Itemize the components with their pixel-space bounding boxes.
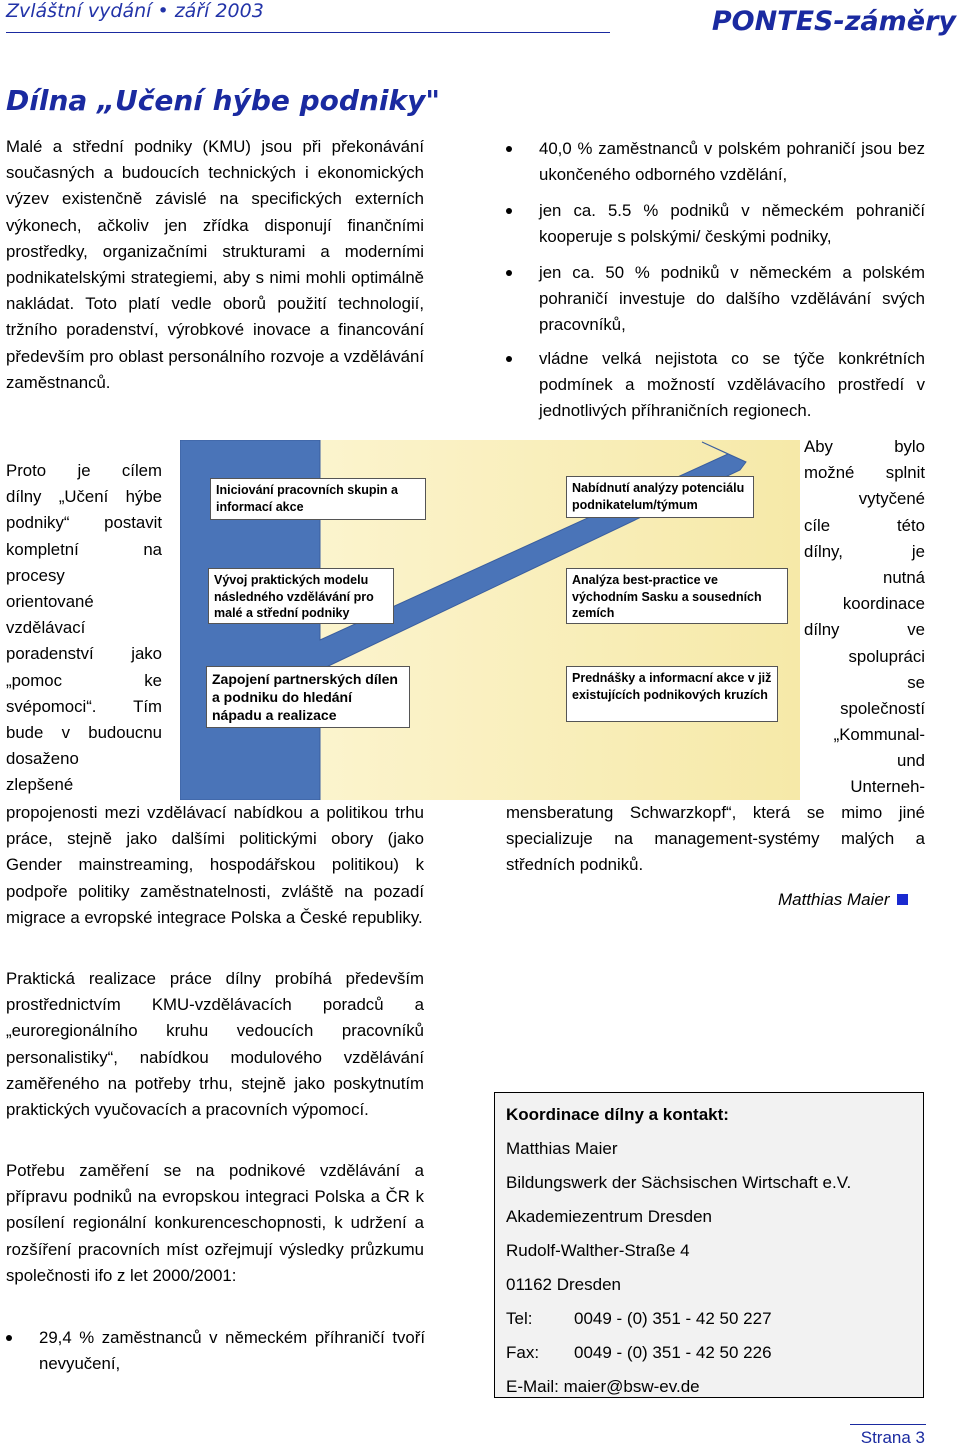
text-line: vzdělávací: [6, 618, 86, 638]
text-line: společností: [840, 698, 925, 718]
text-line: cíle této: [804, 515, 925, 535]
contact-street: Rudolf-Walther-Straße 4: [506, 1241, 690, 1260]
text-line: procesy: [6, 565, 65, 585]
contact-city: 01162 Dresden: [506, 1275, 621, 1294]
text-line: dílny ve: [804, 620, 925, 640]
contact-place: Akademiezentrum Dresden: [506, 1207, 712, 1226]
text-line: dosaženo: [6, 749, 79, 769]
diagram-box-model-development: Vývoj praktických modelu následného vzdělávání pro malé a střední podniky: [208, 568, 394, 624]
author-name: Matthias Maier: [778, 890, 890, 909]
text-line: Proto je cílem: [6, 461, 162, 480]
publication-title: PONTES-záměry: [711, 6, 956, 37]
contact-phone-row: [506, 1302, 912, 1336]
paragraph-coordination-narrow: [804, 434, 925, 801]
text-line: nutná: [883, 567, 925, 587]
text-line: možné splnit: [804, 463, 925, 483]
contact-email[interactable]: E-Mail: maier@bsw-ev.de: [506, 1377, 700, 1396]
text-line: vytyčené: [858, 489, 925, 509]
text-line: dílny, je: [804, 541, 925, 561]
text-line: und: [897, 751, 925, 771]
contact-fax-row: [506, 1336, 912, 1370]
text-line: „pomoc ke: [6, 670, 162, 690]
diagram-box-partner-involvement: Zapojení partnerských dílen a podniku do hledání nápadu a realizace: [206, 666, 410, 728]
diagram-box-initiation: Iniciování pracovních skupin a informací akce: [210, 478, 426, 520]
paragraph-goal-continued: propojenosti mezi vzdělávací nabídkou a politikou trhu práce, stejně jako dalšími politickými obory (jako Gender mainstreaming, hospodářskou politikou) k podpoře politiky zaměstnatelnosti, zvláště na pozadí migrace a evropské integrace Polska a České republiky.: [6, 803, 424, 927]
text-line: bude v budoucnu: [6, 722, 162, 742]
survey-bullet-item: [539, 346, 925, 425]
text-line: kompletní na: [6, 539, 162, 559]
paragraph-coordination-continued: mensberatung Schwarzkopf“, která se mimo jiné specializuje na management-systémy malých a středních podniků.: [506, 803, 925, 875]
phone-number: 0049 - (0) 351 - 42 50 227: [574, 1309, 772, 1328]
bullet-dot-icon: [506, 146, 512, 152]
paragraph-goal-narrow: [6, 458, 162, 798]
paragraph-realization: Praktická realizace práce dílny probíhá především prostřednictvím KMU-vzdělávacích poradců a „euroregionálního kruhu vedoucích pracovníků personalistiky“, nabídkou modulového vzdělávání zaměřeného na potřeby trhu, stejně jako poskytnutím praktických vyučovacích a pracovních výpomocí.: [6, 969, 424, 1120]
process-diagram: [180, 440, 800, 800]
paragraph-intro: Malé a střední podniky (KMU) jsou při překonávání současných a budoucích technických i ekonomických výzev existenčně závislé na specifických externích výkonech, ačkoliv jen zřídka disponují finančními prostředky, organizačními strukturami a moderními podnikatelskými strategiemi, aby s nimi mohli optimálně nakládat. Toto platí vedle oborů použití technologií, tržního poradenství, výrobkové inovace a financování především pro oblast personálního rozvoje a vzdělávání zaměstnanců.: [6, 137, 424, 392]
article-title: Dílna „Učení hýbe podniky": [6, 84, 440, 117]
bullet-item: [39, 1325, 425, 1377]
bullet-text: 40,0 % zaměstnanců v polském pohraničí jsou bez ukončeného odborného vzdělání,: [539, 139, 925, 185]
diagram-box-potential-analysis: Nabídnutí analýzy potenciálu podnikatelum/týmum: [566, 476, 754, 518]
text-line: poradenství jako: [6, 644, 162, 664]
bullet-dot-icon: [6, 1335, 12, 1341]
contact-name: Matthias Maier: [506, 1139, 618, 1158]
contact-organization: Bildungswerk der Sächsischen Wirtschaft e.V.: [506, 1173, 852, 1192]
contact-box: [494, 1092, 924, 1398]
diagram-box-best-practice: Analýza best-practice ve východním Sasku a sousedních zemích: [566, 568, 788, 624]
paragraph-survey: Potřebu zaměření se na podnikové vzdělávání a přípravu podniků na evropskou integraci Polska a ČR k posílení regionální konkurenceschopnosti, k udržení a rozšíření pracovních míst ozřejmují výsledky průzkumu společnosti ifo z let 2000/2001:: [6, 1161, 424, 1285]
text-line: spolupráci: [848, 646, 925, 666]
bullet-text: 29,4 % zaměstnanců v německém příhraničí tvoří nevyučení,: [39, 1328, 425, 1374]
text-line: zlepšené: [6, 775, 74, 795]
contact-heading: Koordinace dílny a kontakt:: [506, 1105, 729, 1124]
bullet-text: jen ca. 5.5 % podniků v německém pohraničí kooperuje s polskými/ českými podniky,: [539, 201, 925, 247]
text-line: dílny „Učení hýbe: [6, 487, 162, 507]
text-line: Aby bylo: [804, 437, 925, 456]
footer-rule: [850, 1424, 926, 1425]
end-mark-icon: [897, 894, 908, 905]
text-line: se: [907, 672, 925, 692]
bullet-dot-icon: [506, 270, 512, 276]
bullet-text: vládne velká nejistota co se týče konkrétních podmínek a možností vzdělávacího prostředí v jednotlivých příhraničních regionech.: [539, 349, 925, 421]
header-rule: [6, 32, 610, 33]
fax-label: Fax:: [506, 1343, 540, 1362]
bullet-text: jen ca. 50 % podniků v německém a polském pohraničí investuje do dalšího vzdělávání svých pracovníků,: [539, 263, 925, 335]
text-line: svépomoci“. Tím: [6, 696, 162, 716]
survey-bullet-item: [539, 198, 925, 250]
page-number: Strana 3: [860, 1428, 925, 1447]
survey-bullet-item: [539, 136, 925, 188]
diagram-box-lectures: Prednášky a informacní akce v již existujících podnikových kruzích: [566, 666, 778, 722]
author-signature: [778, 890, 908, 910]
fax-number: 0049 - (0) 351 - 42 50 226: [574, 1343, 772, 1362]
text-line: orientované: [6, 591, 94, 611]
bullet-dot-icon: [506, 208, 512, 214]
phone-label: Tel:: [506, 1309, 533, 1328]
survey-bullet-item: [539, 260, 925, 339]
text-line: „Kommunal-: [833, 725, 925, 745]
text-line: Unterneh-: [850, 777, 925, 797]
text-line: koordinace: [842, 594, 925, 614]
bullet-dot-icon: [506, 356, 512, 362]
issue-label: Zvláštní vydání • září 2003: [6, 0, 264, 22]
text-line: podniky“ postavit: [6, 513, 162, 533]
